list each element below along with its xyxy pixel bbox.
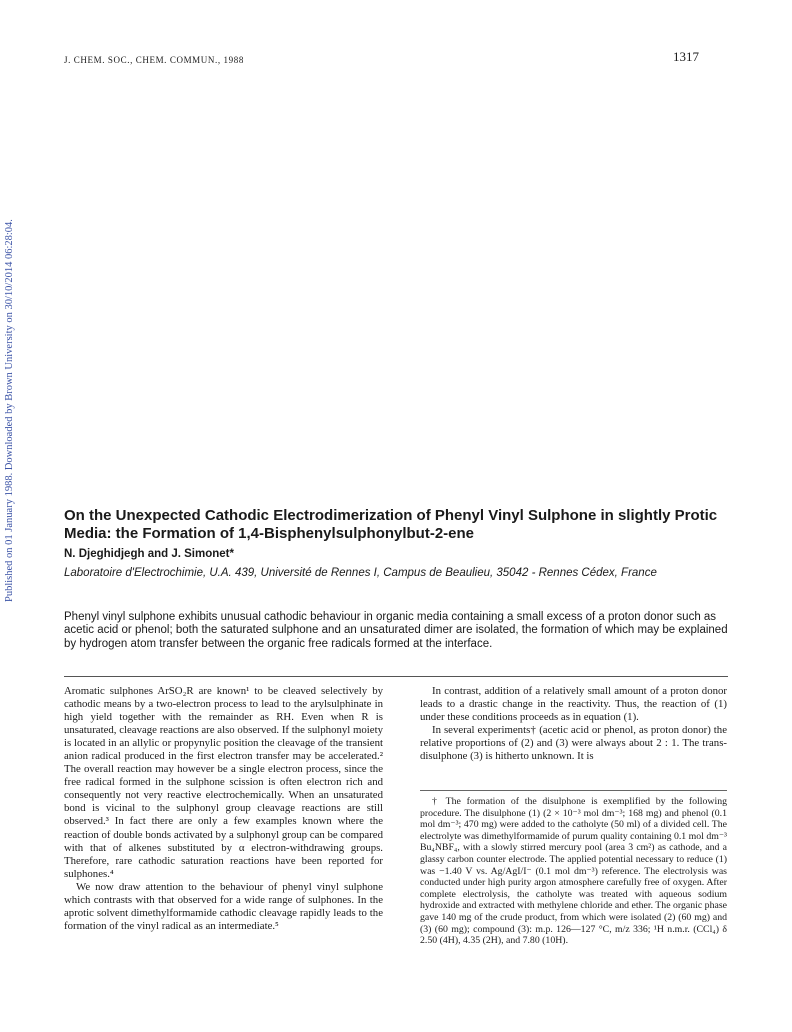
download-watermark[interactable]: Published on 01 January 1988. Downloaded by Brown University on 30/10/2014 06:28:04. xyxy=(4,219,15,602)
footnote-text: † The formation of the disulphone is exemplified by the following procedure. The disulphone (1) (2 × 10⁻³ mol dm⁻³; 168 mg) and phenol (0.1 mol dm⁻³; 470 mg) were added to the catholyte (50 ml) of a divided cell. The electrolyte was dimethylformamide of purum quality containing 0.1 mol dm⁻³ Bu₄NBF₄, with a slowly stirred mercury pool (area 3 cm²) as cathode, and a glassy carbon counter electrode. The applied potential necessary to reduce (1) was −1.40 V vs. Ag/AgI/I⁻ (0.1 mol dm⁻³) reference. The electrolysis was conducted under high purity argon atmosphere carefully free of oxygen. After complete electrolysis, the catholyte was treated with aqueous sodium hydroxide and extracted with methylene chloride and ether. The organic phase gave 140 mg of the crude product, from which were isolated (2) (60 mg) and (3) (60 mg); compound (3): m.p. 126—127 °C, m/z 336; ¹H n.m.r. (CCl₄) δ 2.50 (4H), 4.35 (2H), and 7.80 (10H). xyxy=(420,796,727,947)
article-title: On the Unexpected Cathodic Electrodimerization of Phenyl Vinyl Sulphone in slightly Protic Media: the Formation of 1,4-Bisphenylsulphonylbut-2-ene xyxy=(64,507,718,542)
author-affiliation: Laboratoire d'Electrochimie, U.A. 439, Université de Rennes I, Campus de Beaulieu, 35042 - Rennes Cédex, France xyxy=(64,567,657,579)
body-column-right xyxy=(420,685,727,763)
body-paragraph: Aromatic sulphones ArSO₂R are known¹ to be cleaved selectively by cathodic means by a two-electron process to lead to the arylsulphinate in high yield together with the remainder as RH. Even when R is unsaturated, cleavage reactions are also observed. If the sulphonyl moiety is located in an allylic or propynylic position the cleavage of the transient anion radical produced in the first electron transfer may be accelerated.² The overall reaction may however be a single electron process, since the free radical formed in the sulphone scission is often electron rich and consequently not very reactive electrochemically. When an unsaturated bond is vicinal to the sulphonyl group cleavage reactions are still observed.³ In fact there are only a few examples known where the reaction of double bonds activated by a sulphonyl group can be compared with that of alkenes substituted by α electron-withdrawing groups. Therefore, rare cathodic saturation reactions have been reported for sulphones.⁴ xyxy=(64,685,383,880)
running-head: J. CHEM. SOC., CHEM. COMMUN., 1988 xyxy=(64,55,244,65)
body-paragraph: In several experiments† (acetic acid or phenol, as proton donor) the relative proportions of (2) and (3) were always about 2 : 1. The trans-disulphone (3) is hitherto unknown. It is xyxy=(420,724,727,763)
body-paragraph: We now draw attention to the behaviour of phenyl vinyl sulphone which contrasts with that observed for a wide range of sulphones. In the aprotic solvent dimethylformamide cathodic cleavage rapidly leads to the formation of the vinyl radical as an intermediate.⁵ xyxy=(64,880,383,932)
footnote xyxy=(420,796,727,947)
body-paragraph: In contrast, addition of a relatively small amount of a proton donor leads to a drastic change in the reactivity. Thus, the reaction of (1) under these conditions proceeds as in equation (1). xyxy=(420,685,727,724)
body-column-left xyxy=(64,685,383,933)
page-number: 1317 xyxy=(673,49,699,64)
abstract-divider xyxy=(64,676,728,677)
article-abstract: Phenyl vinyl sulphone exhibits unusual cathodic behaviour in organic media containing a small excess of a proton donor such as acetic acid or phenol; both the saturated sulphone and an unsaturated dimer are isolated, the formation of which may be explained by hydrogen atom transfer between the organic free radicals formed at the interface. xyxy=(64,611,728,650)
article-authors: N. Djeghidjegh and J. Simonet* xyxy=(64,548,234,560)
footnote-divider xyxy=(420,790,727,791)
